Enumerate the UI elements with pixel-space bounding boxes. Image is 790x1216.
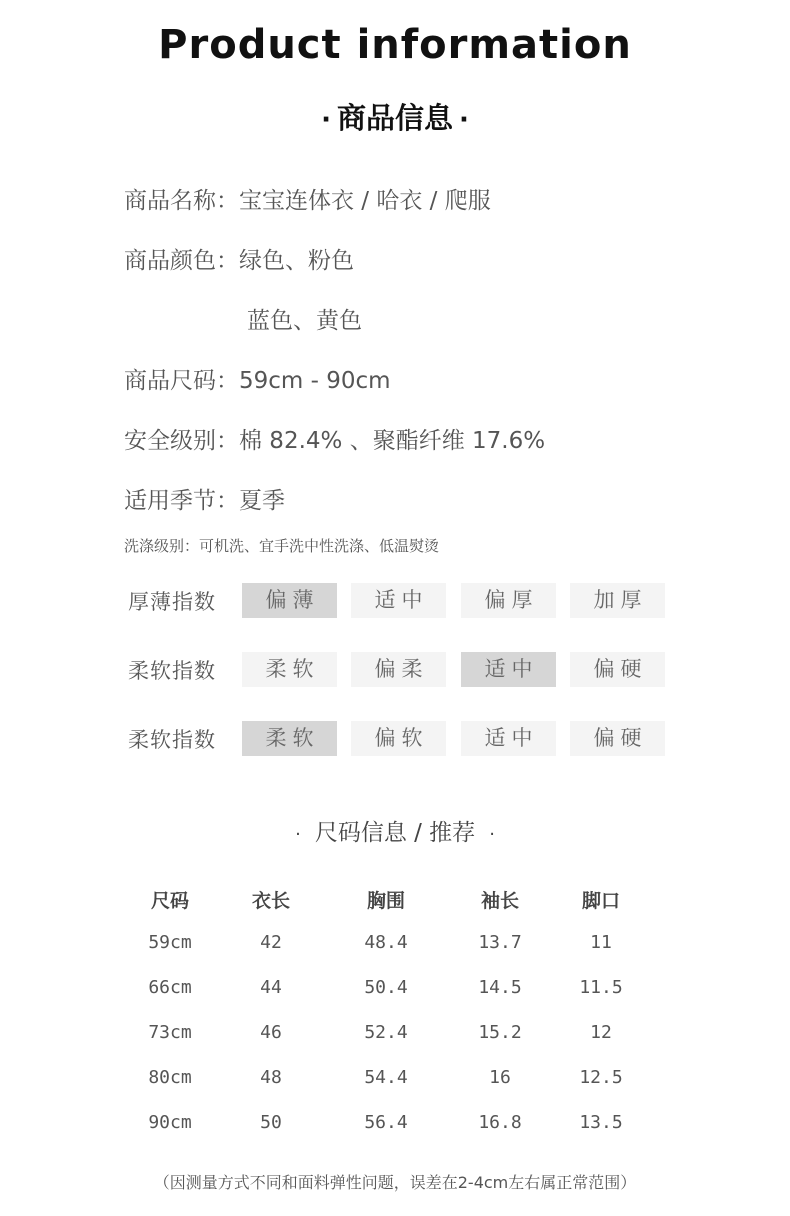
table-cell: 14.5: [478, 977, 522, 998]
table-cell: 11.5: [579, 977, 623, 998]
index-option: 柔软: [242, 652, 337, 687]
product-color-cont: 蓝色、黄色: [247, 308, 362, 334]
title-dot-left: ·: [321, 105, 331, 135]
table-cell: 48.4: [364, 932, 408, 953]
table-header-cell: 衣长: [251, 890, 290, 912]
title-dot-right: ·: [459, 105, 469, 135]
table-cell: 56.4: [364, 1112, 408, 1133]
table-cell: 12: [590, 1022, 612, 1043]
size-title-dot-left: ·: [295, 824, 301, 845]
table-cell: 13.5: [579, 1112, 623, 1133]
table-cell: 50.4: [364, 977, 408, 998]
table-cell: 48: [260, 1067, 282, 1088]
page-title-cn: [0, 96, 790, 137]
product-season: 适用季节：夏季: [124, 488, 285, 514]
title-cn-text: 商品信息: [336, 101, 453, 135]
index-option: 偏柔: [351, 652, 446, 687]
table-cell: 15.2: [478, 1022, 522, 1043]
product-color: 商品颜色：绿色、粉色: [124, 248, 354, 274]
table-header-cell: 脚口: [581, 890, 620, 912]
index-option: 偏厚: [461, 583, 556, 618]
index-option: 适中: [461, 721, 556, 756]
table-cell: 80cm: [148, 1067, 192, 1088]
table-cell: 73cm: [148, 1022, 192, 1043]
table-cell: 16.8: [478, 1112, 522, 1133]
table-cell: 59cm: [148, 932, 192, 953]
table-cell: 12.5: [579, 1067, 623, 1088]
product-safety: 安全级别：棉 82.4% 、聚酯纤维 17.6%: [124, 428, 546, 454]
product-wash: 洗涤级别：可机洗、宜手洗中性洗涤、低温熨烫: [124, 537, 440, 555]
table-cell: 52.4: [364, 1022, 408, 1043]
table-header-cell: 袖长: [480, 890, 519, 912]
index-option-selected: 偏薄: [242, 583, 337, 618]
table-cell: 66cm: [148, 977, 192, 998]
table-cell: 44: [260, 977, 282, 998]
table-cell: 46: [260, 1022, 282, 1043]
index-option: 偏硬: [570, 652, 665, 687]
index-option: 偏硬: [570, 721, 665, 756]
product-name: 商品名称：宝宝连体衣 / 哈衣 / 爬服: [124, 188, 491, 214]
table-cell: 11: [590, 932, 612, 953]
table-cell: 54.4: [364, 1067, 408, 1088]
index-option: 加厚: [570, 583, 665, 618]
index-label: 柔软指数: [128, 659, 216, 683]
table-cell: 90cm: [148, 1112, 192, 1133]
size-section-title: [0, 814, 790, 847]
size-title-dot-right: ·: [489, 824, 495, 845]
index-label: 柔软指数: [128, 728, 216, 752]
index-option: 偏软: [351, 721, 446, 756]
size-title-text: 尺码信息 / 推荐: [314, 820, 476, 846]
index-option: 适中: [351, 583, 446, 618]
table-cell: 50: [260, 1112, 282, 1133]
table-cell: 13.7: [478, 932, 522, 953]
measurement-footnote: （因测量方式不同和面料弹性问题，误差在2-4cm左右属正常范围）: [153, 1173, 637, 1192]
table-header-cell: 胸围: [366, 890, 405, 912]
index-option-selected: 适中: [461, 652, 556, 687]
table-cell: 16: [489, 1067, 511, 1088]
product-size: 商品尺码：59cm - 90cm: [124, 368, 391, 394]
page-title-en: Product information: [158, 22, 632, 68]
table-header-cell: 尺码: [150, 890, 189, 912]
table-cell: 42: [260, 932, 282, 953]
index-option-selected: 柔软: [242, 721, 337, 756]
index-label: 厚薄指数: [128, 590, 216, 614]
